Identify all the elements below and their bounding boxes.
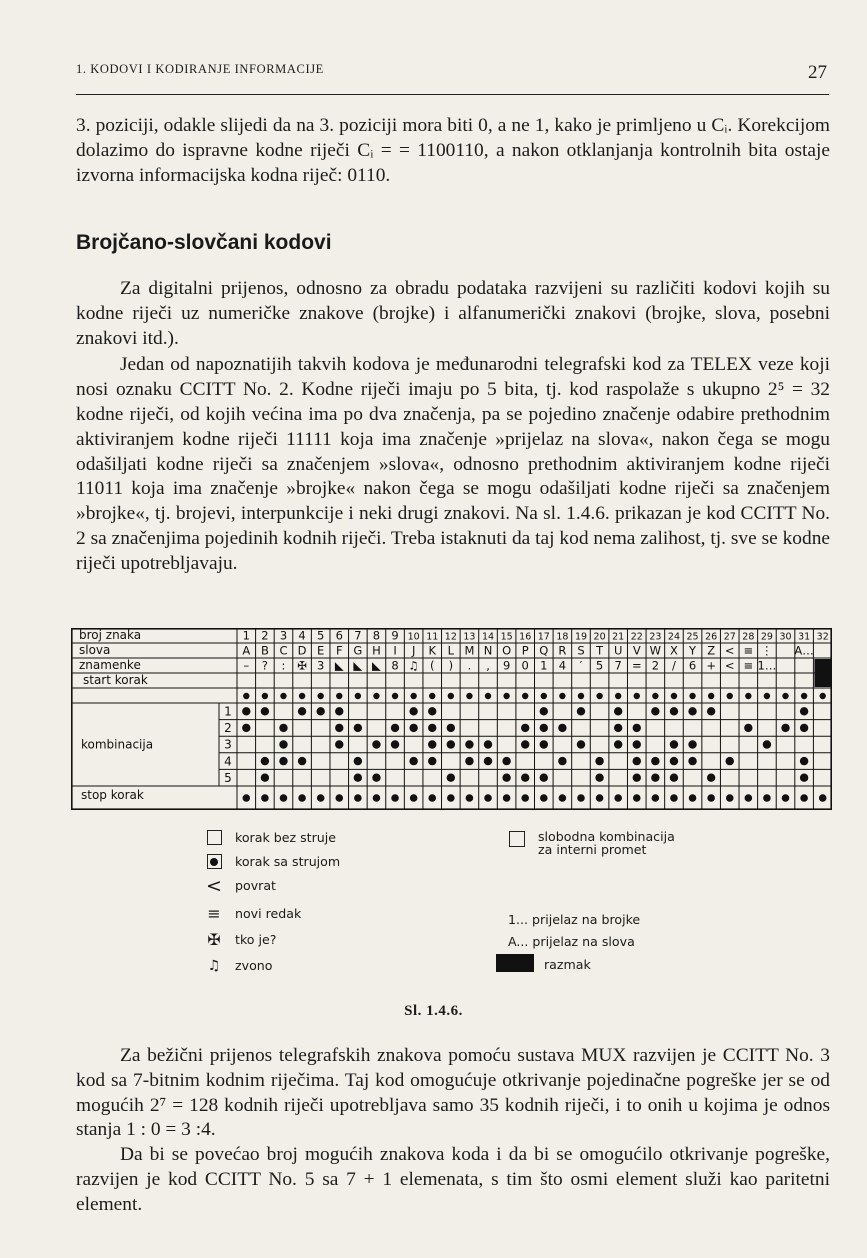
bit-number: 2 xyxy=(224,721,232,736)
bit-number: 1 xyxy=(224,704,232,719)
page-number: 27 xyxy=(808,62,827,83)
bit-dot xyxy=(651,757,659,765)
bit-dot xyxy=(372,774,380,782)
stop-step-dot xyxy=(819,794,827,802)
char-letter: B xyxy=(260,643,269,658)
stop-step-dot xyxy=(503,794,511,802)
char-letter: X xyxy=(670,643,678,658)
char-letter: E xyxy=(317,643,325,658)
start-step-dot xyxy=(522,693,528,699)
bit-dot xyxy=(595,757,603,765)
char-figure: 7 xyxy=(614,658,622,673)
char-number: 29 xyxy=(760,631,773,643)
char-number: 30 xyxy=(779,631,792,643)
bit-dot xyxy=(521,740,529,748)
start-step-dot xyxy=(559,693,565,699)
bit-dot xyxy=(391,724,399,732)
bit-dot xyxy=(502,774,510,782)
bit-dot xyxy=(670,707,678,715)
char-figure: = xyxy=(631,658,642,673)
bit-dot xyxy=(614,724,622,732)
row-label-znamenke: znamenke xyxy=(79,658,141,672)
bit-dot xyxy=(800,724,808,732)
bit-dot xyxy=(354,774,362,782)
stop-step-dot xyxy=(652,794,660,802)
char-letter: ⋮ xyxy=(761,643,773,658)
bit-dot xyxy=(372,740,380,748)
bit-dot xyxy=(279,757,287,765)
char-figure: 8 xyxy=(391,658,399,673)
section-heading: Brojčano-slovčani kodovi xyxy=(76,231,332,254)
start-step-dot xyxy=(280,693,286,699)
char-number: 25 xyxy=(686,631,699,643)
bit-dot xyxy=(502,757,510,765)
char-letter: Y xyxy=(689,643,697,658)
start-step-dot xyxy=(503,693,509,699)
char-letter: D xyxy=(297,643,307,658)
start-step-dot xyxy=(652,693,658,699)
bit-dot xyxy=(670,740,678,748)
empty-box-icon xyxy=(202,830,226,848)
start-step-dot xyxy=(727,693,733,699)
stop-step-dot xyxy=(763,794,771,802)
char-number: 4 xyxy=(298,628,306,643)
char-figure: 1 xyxy=(540,658,548,673)
bit-dot xyxy=(242,724,250,732)
char-figure: : xyxy=(281,658,286,673)
char-figure: ◣ xyxy=(353,658,363,673)
stop-step-dot xyxy=(317,794,325,802)
char-figure: , xyxy=(486,658,490,673)
bit-dot xyxy=(577,740,585,748)
char-letter: A… xyxy=(794,643,814,658)
char-letter: P xyxy=(521,643,529,658)
bit-dot xyxy=(261,774,269,782)
space-bar-icon xyxy=(496,954,534,975)
running-title: 1. KODOVI I KODIRANJE INFORMACIJE xyxy=(76,62,324,76)
char-number: 18 xyxy=(556,631,569,643)
bit-dot xyxy=(465,740,473,748)
bit-dot xyxy=(521,724,529,732)
stop-step-dot xyxy=(280,794,288,802)
char-letter: ≡ xyxy=(743,643,754,658)
figure-caption: Sl. 1.4.6. xyxy=(404,1003,463,1019)
start-step-dot xyxy=(541,693,547,699)
figure-legend: korak bez struje korak sa strujom < povrat ≡ novi redak ✠ tko je? ♫ zvono slobodna kombinacija za interni promet 1... prijelaz na brojke A... prijelaz na slova razmak xyxy=(202,830,802,990)
bit-dot xyxy=(800,707,808,715)
bit-dot xyxy=(428,740,436,748)
bit-dot xyxy=(707,707,715,715)
paragraph-2-block xyxy=(76,277,830,577)
char-number: 9 xyxy=(391,628,399,643)
char-number: 17 xyxy=(537,631,550,643)
start-step-dot xyxy=(689,693,695,699)
char-figure: ( xyxy=(429,658,435,673)
bit-dot xyxy=(558,757,566,765)
char-figure: ≡ xyxy=(743,658,754,673)
paragraph-4: Za bežični prijenos telegrafskih znakova pomoću sustava MUX razvijen je CCITT No. 3 kod sa 7-bitnim kodnim riječima. Taj kod omogućuje otkrivanje pojedinačne pogreške jer se od mogućih 2⁷ = 128 kodnih riječi upotrebljava samo 35 kodnih riječi, i to onih u kojima je odnos stanja 1 : 0 = 3 :4. xyxy=(76,1045,830,1141)
stop-step-dot xyxy=(726,794,734,802)
start-step-dot xyxy=(466,693,472,699)
char-number: 32 xyxy=(816,631,829,643)
char-figure: 2 xyxy=(651,658,660,673)
bit-dot xyxy=(540,740,548,748)
bit-dot xyxy=(688,757,696,765)
bit-dot xyxy=(447,774,455,782)
char-figure: < xyxy=(724,658,735,673)
stop-step-dot xyxy=(596,794,604,802)
char-number: 5 xyxy=(317,628,325,643)
stop-step-dot xyxy=(707,794,715,802)
paragraph-1-block xyxy=(76,114,830,188)
char-letter: G xyxy=(353,643,363,658)
char-number: 3 xyxy=(279,628,288,643)
bit-dot xyxy=(316,707,324,715)
char-figure: ◣ xyxy=(334,658,344,673)
bit-dot xyxy=(670,757,678,765)
char-letter: A xyxy=(242,643,251,658)
legend-prijelaz-slova: A... prijelaz na slova xyxy=(508,934,635,949)
bit-dot xyxy=(614,707,622,715)
char-figure: – xyxy=(243,658,250,673)
char-letter: C xyxy=(279,643,288,658)
char-letter: Z xyxy=(707,643,716,658)
char-letter: H xyxy=(372,643,381,658)
bit-dot xyxy=(261,707,269,715)
char-figure: ? xyxy=(261,658,268,673)
char-figure: ◣ xyxy=(372,658,381,673)
char-number: 2 xyxy=(261,628,269,643)
bit-dot xyxy=(688,740,696,748)
start-step-dot xyxy=(243,693,249,699)
stop-step-dot xyxy=(689,794,697,802)
char-letter: M xyxy=(464,643,475,658)
start-step-dot xyxy=(429,693,435,699)
start-step-dot xyxy=(820,693,826,699)
bit-dot xyxy=(298,707,306,715)
char-letter: S xyxy=(577,643,585,658)
char-letter: R xyxy=(558,643,567,658)
bit-dot xyxy=(409,757,417,765)
bit-dot xyxy=(279,740,287,748)
filled-box-icon xyxy=(202,854,226,872)
bit-dot xyxy=(688,707,696,715)
char-figure: / xyxy=(672,658,676,673)
char-letter: L xyxy=(447,643,455,658)
char-letter: < xyxy=(724,643,735,658)
start-step-dot xyxy=(708,693,714,699)
stop-step-dot xyxy=(633,794,641,802)
start-step-dot xyxy=(373,693,379,699)
char-number: 24 xyxy=(667,631,680,643)
bit-dot xyxy=(447,724,455,732)
bit-dot xyxy=(484,757,492,765)
bit-dot xyxy=(540,707,548,715)
char-number: 16 xyxy=(519,631,532,643)
start-step-dot xyxy=(578,693,584,699)
space-block xyxy=(814,659,831,687)
start-step-dot xyxy=(299,693,305,699)
char-letter: V xyxy=(632,643,641,658)
start-step-dot xyxy=(745,693,751,699)
stop-step-dot xyxy=(484,794,492,802)
stop-step-dot xyxy=(521,794,529,802)
ccitt-code-table xyxy=(71,628,832,810)
bit-dot xyxy=(744,724,752,732)
start-step-dot xyxy=(485,693,491,699)
bit-dot xyxy=(409,707,417,715)
start-step-dot xyxy=(764,693,770,699)
paragraph-1: 3. poziciji, odakle slijedi da na 3. poziciji mora biti 0, a ne 1, kako je primljeno u Cᵢ. Korekcijom dolazimo do ispravne kodne riječi Cᵢ = = 1100110, a nakon otklanjanja kontrolnih bita ostaje izvorna informacijska kodna riječ: 0110. xyxy=(76,115,830,186)
bit-dot xyxy=(781,724,789,732)
corner-box-icon xyxy=(505,831,529,850)
stop-step-dot xyxy=(559,794,567,802)
row-label-kombinacija: kombinacija xyxy=(81,737,154,752)
start-step-dot xyxy=(392,693,398,699)
start-step-dot xyxy=(355,693,361,699)
bit-dot xyxy=(391,740,399,748)
char-figure: + xyxy=(706,658,716,673)
char-number: 7 xyxy=(354,628,362,643)
char-number: 6 xyxy=(335,628,343,643)
stop-step-dot xyxy=(447,794,455,802)
bit-dot xyxy=(428,724,436,732)
bit-dot xyxy=(428,757,436,765)
stop-step-dot xyxy=(354,794,362,802)
char-letter: W xyxy=(649,643,662,658)
char-figure: 3 xyxy=(317,658,325,673)
char-figure: ✠ xyxy=(297,658,307,673)
char-number: 31 xyxy=(798,631,811,643)
char-number: 10 xyxy=(407,631,420,643)
bit-dot xyxy=(595,774,603,782)
bit-dot xyxy=(651,707,659,715)
char-number: 22 xyxy=(630,631,643,643)
bit-dot xyxy=(298,757,306,765)
char-figure: 9 xyxy=(502,658,511,673)
stop-step-dot xyxy=(577,794,585,802)
char-letter: F xyxy=(335,643,343,658)
char-letter: Q xyxy=(539,643,549,658)
row-label-start: start korak xyxy=(83,673,148,687)
char-figure: 5 xyxy=(595,658,604,673)
bit-dot xyxy=(335,707,343,715)
bit-dot xyxy=(335,724,343,732)
char-number: 27 xyxy=(723,631,736,643)
char-letter: O xyxy=(502,643,512,658)
char-letter: K xyxy=(428,643,437,658)
stop-step-dot xyxy=(242,794,250,802)
paragraph-5: Da bi se povećao broj mogućih znakova koda i da bi se omogućilo otkrivanje pogreške, razvijen je kod CCITT No. 5 sa 7 + 1 elemenata, s tim što osmi element služi kao paritetni element. xyxy=(76,1144,830,1215)
stop-step-dot xyxy=(466,794,474,802)
paragraph-3: Jedan od napoznatijih takvih kodova je međunarodni telegrafski kod za TELEX veze koji nosi oznaku CCITT No. 2. Kodne riječi imaju po 5 bita, tj. kod raspolaže s ukupno 2⁵ = 32 kodne riječi, od kojih većina ima po dva značenja, pa se pojedino značenje odabire prethodnim aktiviranjem kodne riječi 11111 koja ima značenje »prijelaz na slova«, nakon čega se mogu odašiljati kodne riječi sa značenjem »slova«, odnosno prethodnim aktiviranjem kodne riječi 11011 koja ima značenje »brojke« nakon čega se mogu odašiljati kodne riječi sa značenjem »brojke«, tj. brojevi, interpunkcije i neki drugi znakovi. Na sl. 1.4.6. prikazan je kod CCITT No. 2 sa značenjima pojedinih kodnih riječi. Treba istaknuti da taj kod nema zalihost, tj. sve se kodne riječi upotrebljavaju. xyxy=(76,354,830,574)
bit-dot xyxy=(651,774,659,782)
header-rule xyxy=(76,94,829,95)
bit-dot xyxy=(633,774,641,782)
char-figure: ♫ xyxy=(408,658,419,673)
stop-step-dot xyxy=(391,794,399,802)
bit-dot xyxy=(428,707,436,715)
row-label-stop: stop korak xyxy=(81,788,144,802)
triple-bar-icon: ≡ xyxy=(207,904,221,923)
char-number: 13 xyxy=(463,631,476,643)
cross-icon: ✠ xyxy=(207,930,221,949)
bit-dot xyxy=(409,724,417,732)
row-label-slova: slova xyxy=(79,643,111,657)
bit-dot xyxy=(614,740,622,748)
stop-step-dot xyxy=(261,794,269,802)
start-step-dot xyxy=(634,693,640,699)
bit-dot xyxy=(763,740,771,748)
bit-dot xyxy=(447,740,455,748)
stop-step-dot xyxy=(782,794,790,802)
bit-dot xyxy=(633,740,641,748)
start-step-dot xyxy=(782,693,788,699)
bit-dot xyxy=(577,707,585,715)
bit-dot xyxy=(800,757,808,765)
char-number: 26 xyxy=(705,631,718,643)
bit-dot xyxy=(726,757,734,765)
char-figure: ′ xyxy=(579,658,583,673)
start-step-dot xyxy=(801,693,807,699)
char-figure: ) xyxy=(448,658,454,673)
char-figure: 0 xyxy=(521,658,529,673)
start-step-dot xyxy=(596,693,602,699)
stop-step-dot xyxy=(373,794,381,802)
bit-dot xyxy=(335,740,343,748)
stop-step-dot xyxy=(614,794,622,802)
char-figure: 6 xyxy=(688,658,697,673)
char-letter: U xyxy=(613,643,623,658)
start-step-dot xyxy=(671,693,677,699)
char-letter: T xyxy=(596,643,604,658)
char-letter: I xyxy=(393,643,397,658)
char-number: 21 xyxy=(612,631,625,643)
bit-dot xyxy=(707,774,715,782)
char-number: 8 xyxy=(372,628,381,643)
char-figure: . xyxy=(467,658,472,673)
bit-dot xyxy=(540,774,548,782)
paragraph-2: Za digitalni prijenos, odnosno za obradu podataka razvijeni su različiti kodovi kojih su kodne riječi uz numeričke znakove (brojke) i alfanumerički znakovi (brojke, slova, posebni znakovi itd.). xyxy=(76,278,830,349)
char-number: 23 xyxy=(649,631,662,643)
stop-step-dot xyxy=(298,794,306,802)
bit-number: 4 xyxy=(224,754,232,769)
start-step-dot xyxy=(317,693,323,699)
less-than-icon: < xyxy=(206,875,222,897)
bit-dot xyxy=(800,774,808,782)
start-step-dot xyxy=(615,693,621,699)
stop-step-dot xyxy=(428,794,436,802)
bit-dot xyxy=(465,757,473,765)
bit-dot xyxy=(242,707,250,715)
stop-step-dot xyxy=(335,794,343,802)
start-step-dot xyxy=(410,693,416,699)
char-number: 14 xyxy=(481,631,495,643)
start-step-dot xyxy=(262,693,268,699)
char-number: 11 xyxy=(426,631,439,643)
paragraph-4-block xyxy=(76,1044,830,1218)
char-number: 19 xyxy=(574,631,588,643)
stop-step-dot xyxy=(800,794,808,802)
bit-number: 5 xyxy=(224,770,232,785)
char-number: 20 xyxy=(593,631,606,643)
bit-dot xyxy=(354,724,362,732)
char-number: 15 xyxy=(500,631,513,643)
row-label-broj: broj znaka xyxy=(79,628,142,642)
char-number: 28 xyxy=(742,631,755,643)
code-table-figure xyxy=(71,628,832,810)
bit-dot xyxy=(484,740,492,748)
bit-dot xyxy=(633,724,641,732)
char-number: 1 xyxy=(242,628,250,643)
bell-icon: ♫ xyxy=(207,958,221,974)
bit-dot xyxy=(261,757,269,765)
char-letter: N xyxy=(483,643,493,658)
bit-dot xyxy=(633,757,641,765)
char-figure: 1… xyxy=(757,658,777,673)
char-figure: 4 xyxy=(558,658,567,673)
start-step-dot xyxy=(336,693,342,699)
bit-dot xyxy=(558,724,566,732)
bit-dot xyxy=(540,724,548,732)
bit-dot xyxy=(354,757,362,765)
bit-dot xyxy=(521,774,529,782)
char-number: 12 xyxy=(444,631,457,643)
start-step-dot xyxy=(448,693,454,699)
char-letter: J xyxy=(411,643,416,658)
stop-step-dot xyxy=(745,794,753,802)
stop-step-dot xyxy=(540,794,548,802)
bit-dot xyxy=(279,724,287,732)
bit-dot xyxy=(670,774,678,782)
legend-prijelaz-brojke: 1... prijelaz na brojke xyxy=(508,912,641,927)
stop-step-dot xyxy=(410,794,418,802)
bit-number: 3 xyxy=(224,737,232,752)
stop-step-dot xyxy=(670,794,678,802)
